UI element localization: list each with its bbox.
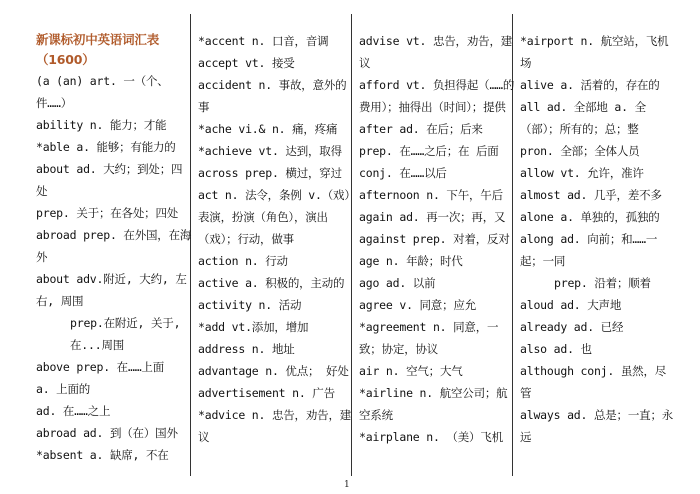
vocab-column-2	[198, 30, 354, 448]
vocab-entry: *advice n. 忠告，劝告，建议	[198, 408, 352, 444]
vocab-entry: ad. 在……之上	[36, 404, 111, 418]
vocab-entry: alive a. 活着的，存在的	[520, 78, 660, 92]
vocab-entry: ability n. 能力；才能	[36, 118, 167, 132]
vocab-entry: *airport n. 航空站，飞机场	[520, 34, 669, 70]
page-number: 1	[344, 480, 350, 490]
vocab-entry: act n. 法令，条例 v.（戏）表演，扮演（角色），演出（戏）；行动，做事	[198, 188, 350, 246]
vocab-entry: all ad. 全部地 a. 全（部）；所有的；总；整	[520, 100, 646, 136]
vocab-column-3	[359, 30, 515, 448]
vocab-entry: ago ad. 以前	[359, 276, 436, 290]
vocab-entry: advertisement n. 广告	[198, 386, 335, 400]
vocab-entry: against prep. 对着，反对	[359, 232, 510, 246]
vocab-entry: *able a. 能够；有能力的	[36, 140, 176, 154]
vocab-entry: air n. 空气；大气	[359, 364, 463, 378]
vocab-entry: along ad. 向前；和……一起；一同	[520, 232, 658, 268]
vocab-entry: age n. 年龄；时代	[359, 254, 463, 268]
vocab-entry: allow vt. 允许，准许	[520, 166, 644, 180]
vocab-entry: *airplane n. （美）飞机	[359, 430, 503, 444]
vocab-entry: *ache vi.& n. 痛，疼痛	[198, 122, 338, 136]
vocab-entry: pron. 全部；全体人员	[520, 144, 640, 158]
document-subtitle: （1600）	[36, 52, 95, 67]
vocab-entry: always ad. 总是；一直；永远	[520, 408, 674, 444]
vocab-entry: after ad. 在后；后来	[359, 122, 483, 136]
vocab-entry: a. 上面的	[36, 382, 91, 396]
vocab-entry: alone a. 单独的，孤独的	[520, 210, 660, 224]
vocab-entry: activity n. 活动	[198, 298, 302, 312]
vocab-entry: although conj. 虽然，尽管	[520, 364, 667, 400]
vocab-entry: (a (an) art. 一（个、件……）	[36, 74, 169, 110]
vocab-entry: almost ad. 几乎，差不多	[520, 188, 662, 202]
vocab-entry: afternoon n. 下午，午后	[359, 188, 503, 202]
vocab-entry: action n. 行动	[198, 254, 288, 268]
vocab-entry: abroad ad. 到（在）国外	[36, 426, 178, 440]
vocab-entry: abroad prep. 在外国，在海外	[36, 228, 192, 264]
vocab-entry: also ad. 也	[520, 342, 592, 356]
vocab-entry: across prep. 横过，穿过	[198, 166, 342, 180]
vocab-entry: *achieve vt. 达到，取得	[198, 144, 342, 158]
vocab-entry: prep. 关于；在各处；四处	[36, 206, 179, 220]
document-title: 新课标初中英语词汇表	[36, 32, 160, 47]
vocab-entry: advise vt. 忠告，劝告，建议	[359, 34, 513, 70]
vocab-entry: about adv.附近, 大约, 左右, 周围	[36, 272, 187, 308]
vocab-entry: prep.在附近, 关于, 在...周围	[70, 316, 181, 352]
vocab-entry: prep. 沿着；顺着	[554, 276, 651, 290]
vocab-entry: *airline n. 航空公司；航空系统	[359, 386, 508, 422]
vocab-column-4	[520, 30, 676, 448]
vocab-entry: accept vt. 接受	[198, 56, 295, 70]
vocab-entry: about ad. 大约；到处；四处	[36, 162, 183, 198]
vocab-entry: already ad. 已经	[520, 320, 624, 334]
vocab-entry: again ad. 再一次；再，又	[359, 210, 506, 224]
vocab-entry: active a. 积极的，主动的	[198, 276, 345, 290]
vocab-entry: agree v. 同意；应允	[359, 298, 477, 312]
vocab-entry: *add vt.添加，增加	[198, 320, 309, 334]
vocab-entry: above prep. 在……上面	[36, 360, 165, 374]
vocab-column-1	[36, 30, 192, 466]
vocab-entry: advantage n. 优点； 好处	[198, 364, 349, 378]
vocab-entry: address n. 地址	[198, 342, 295, 356]
vocab-entry: prep. 在……之后；在 后面 conj. 在……以后	[359, 144, 499, 180]
vocab-entry: afford vt. 负担得起（……的费用）；抽得出（时间）；提供	[359, 78, 515, 114]
vocab-entry: *absent a. 缺席, 不在	[36, 448, 169, 462]
vocab-entry: *accent n. 口音，音调	[198, 34, 329, 48]
vocab-entry: accident n. 事故，意外的事	[198, 78, 347, 114]
vocab-entry: *agreement n. 同意，一致；协定，协议	[359, 320, 499, 356]
vocab-entry: aloud ad. 大声地	[520, 298, 622, 312]
